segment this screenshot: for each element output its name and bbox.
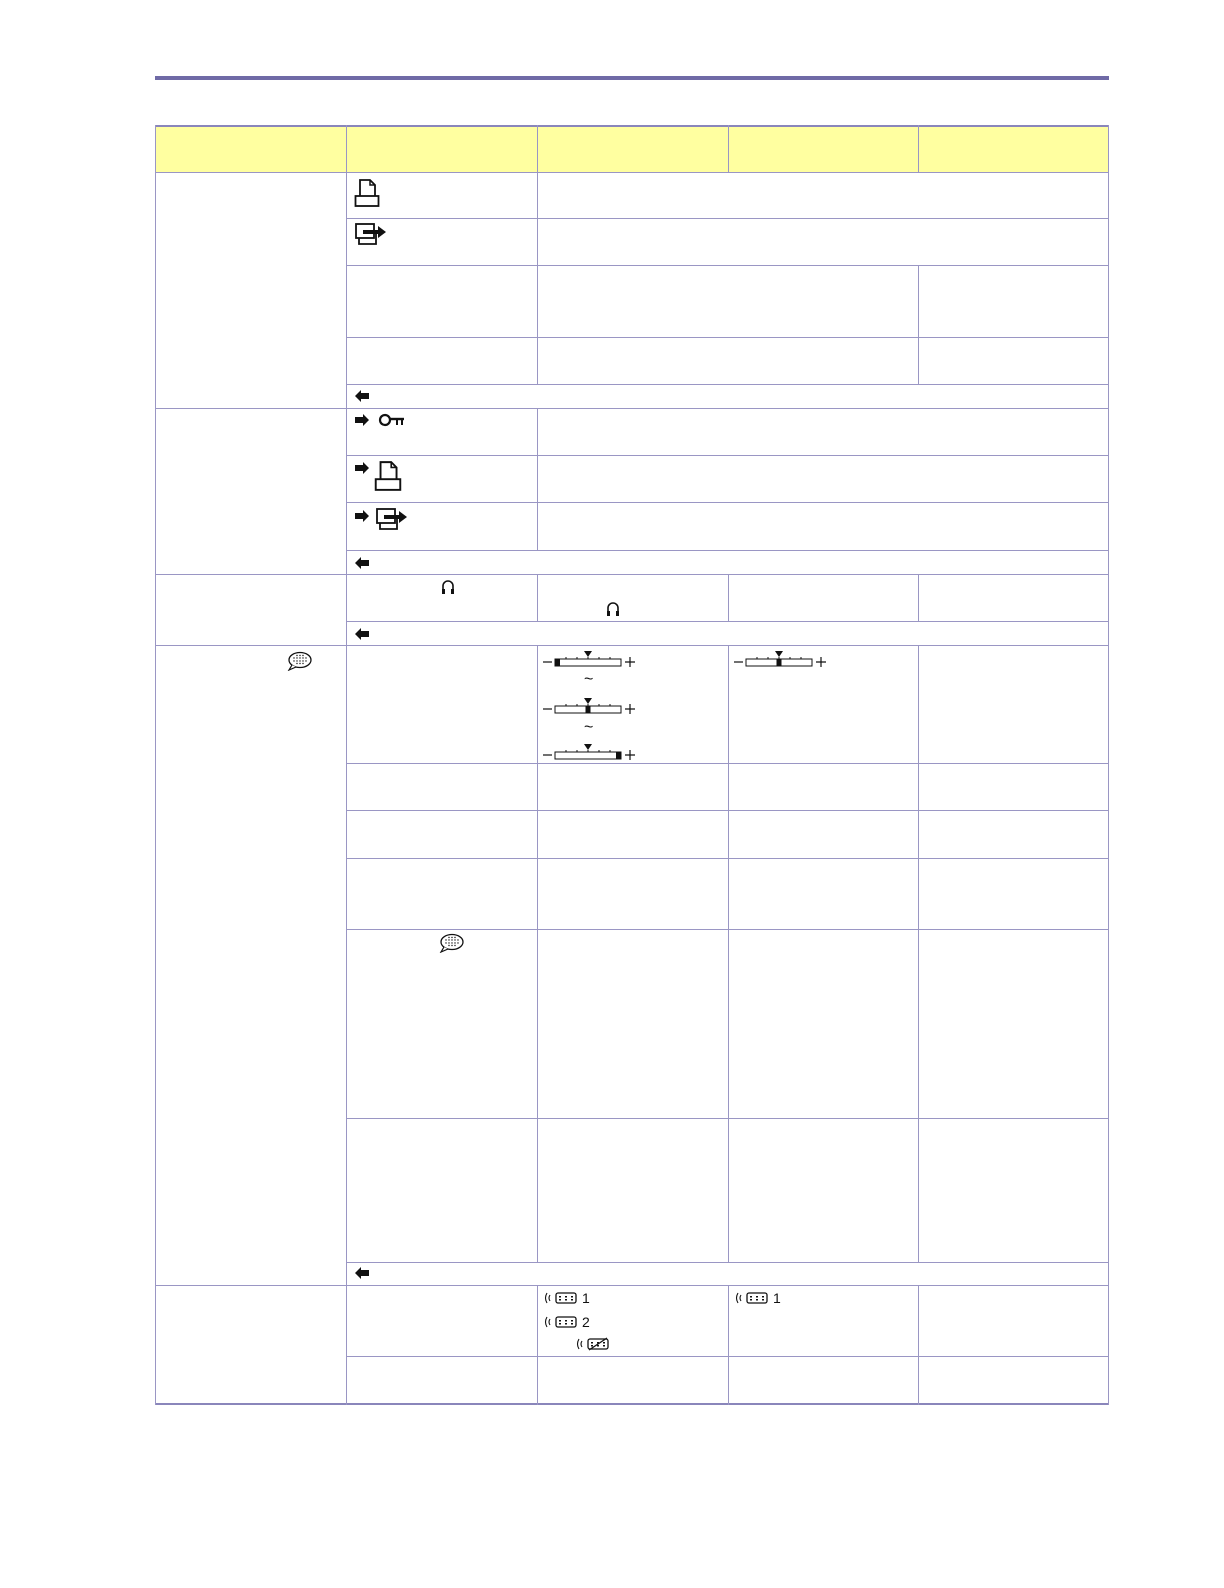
- wireless-handset-disabled-icon: [575, 1336, 611, 1352]
- column-divider: [728, 645, 729, 1262]
- default-marker: [775, 651, 783, 657]
- speech-bubble-icon: [286, 651, 312, 671]
- document-print-icon: [374, 460, 402, 492]
- speech-bubble-icon: [438, 933, 464, 953]
- row-separator: [346, 218, 1109, 219]
- row-separator: [346, 265, 1109, 266]
- volume-slider-max: [543, 743, 639, 763]
- row-separator: [155, 645, 1109, 646]
- slider-knob: [777, 659, 782, 667]
- row-separator: [155, 408, 1109, 409]
- column-divider: [346, 125, 347, 1405]
- row-separator: [346, 621, 1109, 622]
- row-separator: [155, 574, 1109, 575]
- range-mark: ~: [584, 671, 594, 688]
- forward-arrow-icon: [354, 413, 370, 427]
- column-divider: [728, 574, 729, 621]
- row-separator: [155, 1285, 1109, 1286]
- row-separator: [155, 172, 1109, 173]
- slider-track: [555, 659, 621, 666]
- fax-send-icon: [375, 507, 409, 533]
- range-mark: ~: [584, 719, 594, 736]
- column-divider: [537, 1285, 538, 1405]
- column-divider: [728, 125, 729, 172]
- table-bottom-border: [155, 1403, 1109, 1405]
- headset-icon: [440, 579, 456, 595]
- plus-sign: [625, 704, 635, 714]
- row-separator: [346, 502, 1109, 503]
- row-separator: [346, 1262, 1109, 1263]
- wireless-handset-icon: [543, 1314, 579, 1330]
- row-separator: [346, 384, 1109, 385]
- column-divider: [918, 1285, 919, 1405]
- slider-knob: [555, 659, 560, 667]
- header-cell-2: [346, 126, 537, 172]
- row-separator: [346, 337, 1109, 338]
- header-cell-5: [918, 126, 1108, 172]
- volume-slider-min: [543, 650, 639, 670]
- column-divider: [918, 645, 919, 1262]
- top-rule: [155, 76, 1109, 80]
- plus-sign: [625, 750, 635, 760]
- back-arrow-icon: [354, 556, 370, 570]
- row-separator: [346, 550, 1109, 551]
- header-cell-1: [156, 126, 346, 172]
- headset-icon: [605, 601, 621, 617]
- plus-sign: [816, 657, 826, 667]
- fax-send-icon: [354, 222, 388, 248]
- plus-sign: [625, 657, 635, 667]
- column-divider: [537, 645, 538, 1262]
- slider-knob: [586, 706, 591, 714]
- handset-number: 2: [582, 1314, 590, 1330]
- handset-number: 1: [773, 1290, 781, 1306]
- table-top-border: [155, 125, 1109, 127]
- document-print-icon: [354, 178, 380, 208]
- column-divider: [537, 408, 538, 550]
- back-arrow-icon: [354, 1266, 370, 1280]
- column-divider: [537, 574, 538, 621]
- default-marker: [584, 698, 592, 704]
- wireless-handset-icon: [734, 1290, 770, 1306]
- slider-knob: [616, 752, 621, 760]
- back-arrow-icon: [354, 389, 370, 403]
- back-arrow-icon: [354, 627, 370, 641]
- table-left-border: [155, 125, 156, 1405]
- forward-arrow-icon: [354, 461, 370, 475]
- volume-slider-default: [734, 650, 830, 670]
- default-marker: [584, 744, 592, 750]
- column-divider: [537, 125, 538, 384]
- handset-number: 1: [582, 1290, 590, 1306]
- key-icon: [378, 412, 406, 428]
- row-separator: [346, 455, 1109, 456]
- column-divider: [918, 265, 919, 384]
- column-divider: [728, 1285, 729, 1405]
- header-cell-3: [537, 126, 728, 172]
- wireless-handset-icon: [543, 1290, 579, 1306]
- forward-arrow-icon: [354, 509, 370, 523]
- settings-table: [155, 125, 1109, 1405]
- column-divider: [918, 574, 919, 621]
- column-divider: [918, 125, 919, 172]
- slider-track: [555, 752, 621, 759]
- header-cell-4: [728, 126, 918, 172]
- default-marker: [584, 651, 592, 657]
- volume-slider-mid: [543, 697, 639, 717]
- table-right-border: [1108, 125, 1109, 1405]
